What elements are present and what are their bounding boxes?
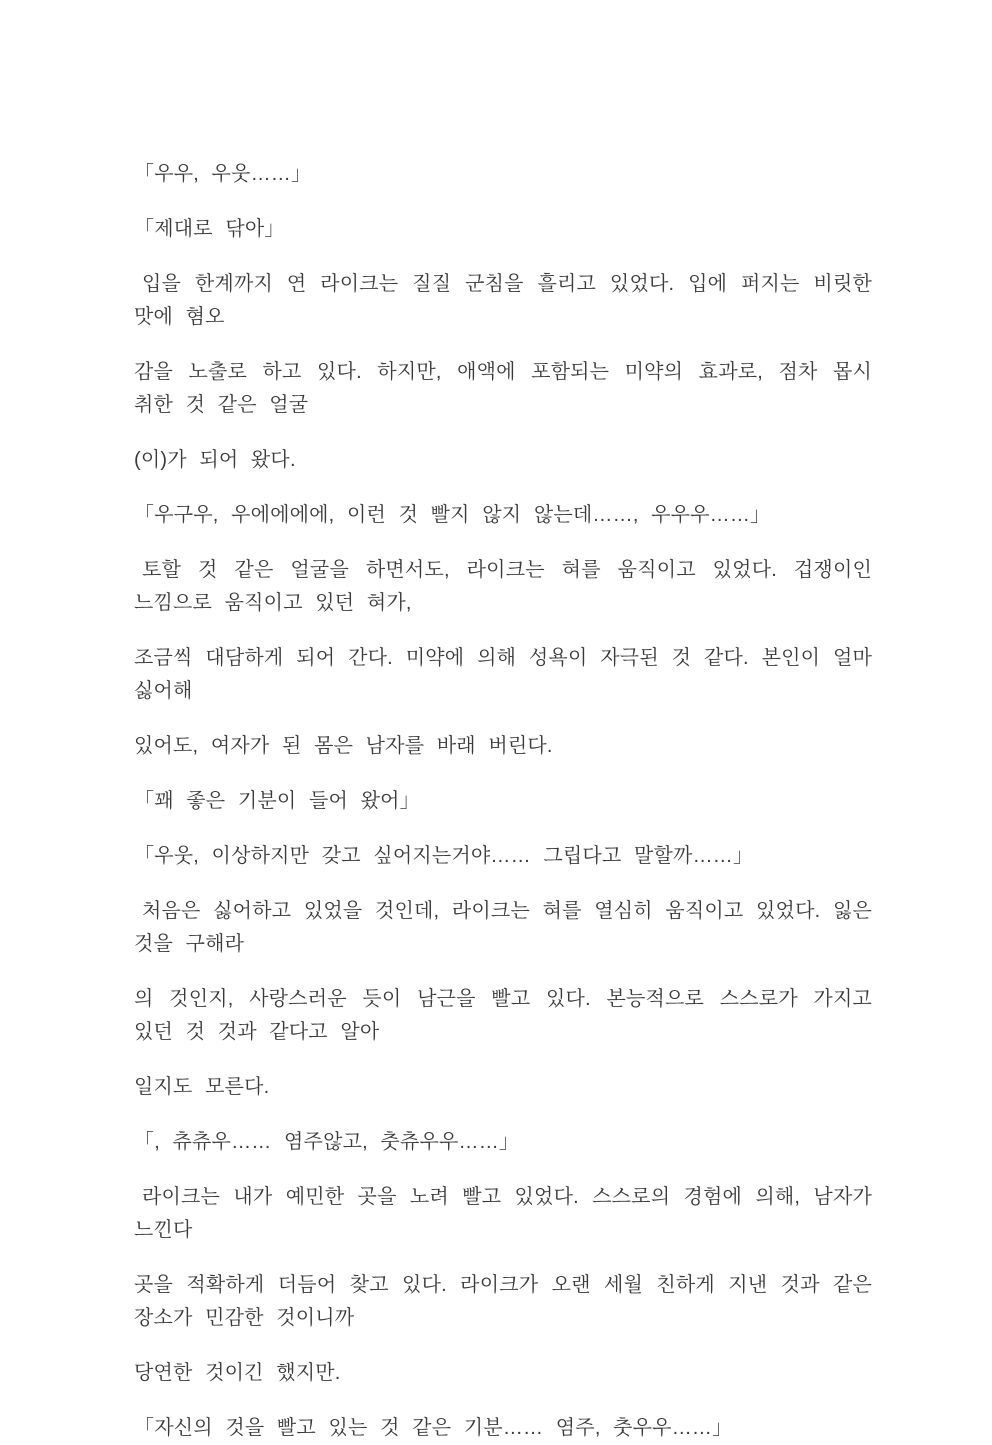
paragraph: 있어도, 여자가 된 몸은 남자를 바래 버린다. bbox=[134, 735, 553, 757]
paragraph: 토할 것 같은 얼굴을 하면서도, 라이크는 혀를 움직이고 있었다. 겁쟁이인 느낌으로 움직이고 있던 혀가, bbox=[134, 559, 872, 614]
paragraph: 의 것인지, 사랑스러운 듯이 남근을 빨고 있다. 본능적으로 스스로가 가지고 있던 것 것과 같다고 알아 bbox=[134, 988, 872, 1043]
paragraph: 「자신의 것을 빨고 있는 것 같은 기분…… 염주, 춧우우……」 bbox=[134, 1417, 733, 1439]
paragraph: 「우웃, 이상하지만 갖고 싶어지는거야…… 그립다고 말할까……」 bbox=[134, 845, 754, 867]
paragraph: 조금씩 대담하게 되어 간다. 미약에 의해 성욕이 자극된 것 같다. 본인이 얼마 싫어해 bbox=[134, 647, 872, 702]
paragraph: 당연한 것이긴 했지만. bbox=[134, 1362, 341, 1384]
paragraph: 라이크는 내가 예민한 곳을 노려 빨고 있었다. 스스로의 경험에 의해, 남자가 느낀다 bbox=[134, 1186, 872, 1241]
paragraph: 「우구우, 우에에에에, 이런 것 빨지 않지 않는데……, 우우우……」 bbox=[134, 504, 771, 526]
paragraph: 처음은 싫어하고 있었을 것인데, 라이크는 혀를 열심히 움직이고 있었다. 잃은 것을 구해라 bbox=[134, 900, 872, 955]
text-content bbox=[134, 158, 872, 1445]
paragraph: 「, 츄츄우…… 염주않고, 춧츄우우……」 bbox=[134, 1131, 520, 1153]
paragraph: 「꽤 좋은 기분이 들어 왔어」 bbox=[134, 790, 420, 812]
paragraph: 입을 한계까지 연 라이크는 질질 군침을 흘리고 있었다. 입에 퍼지는 비릿한 맛에 혐오 bbox=[134, 273, 872, 328]
paragraph: (이)가 되어 왔다. bbox=[134, 449, 296, 471]
paragraph: 감을 노출로 하고 있다. 하지만, 애액에 포함되는 미약의 효과로, 점차 몹시 취한 것 같은 얼굴 bbox=[134, 361, 872, 416]
paragraph: 「우우, 우웃……」 bbox=[134, 163, 312, 185]
paragraph: 「제대로 닦아」 bbox=[134, 218, 285, 240]
paragraph: 곳을 적확하게 더듬어 찾고 있다. 라이크가 오랜 세월 친하게 지낸 것과 같은 장소가 민감한 것이니까 bbox=[134, 1274, 872, 1329]
paragraph: 일지도 모른다. bbox=[134, 1076, 270, 1098]
